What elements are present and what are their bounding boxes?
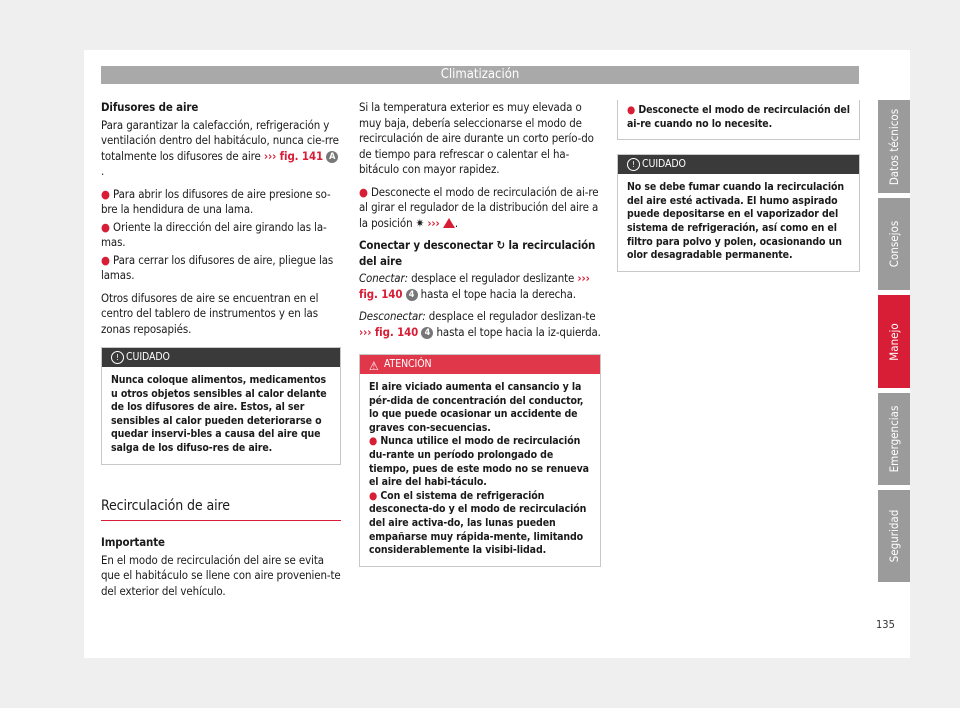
important-heading: Importante: [101, 535, 165, 550]
diffusers-text: Para garantizar la calefacción, refrigeración y ventilación dentro del habitáculo, nunca cie-rre totalmente los difusores de aire: [101, 117, 339, 163]
air-distribution-icon: ✷: [415, 215, 425, 230]
warning-bullet: Desconecte el modo de recirculación del ai-re cuando no lo necesite.: [627, 104, 850, 130]
caution-text: No se debe fumar cuando la recirculación del aire esté activada. El humo aspirado puede depositarse en el vaporizador del sistema de refrigeración, así como en el filtro para polvo y polen, ocasionando un olor desagradable permanente.: [627, 181, 845, 262]
page-header: Climatización: [101, 66, 859, 84]
info-icon: !: [627, 158, 640, 171]
important-text: En el modo de recirculación del aire se evita que el habitáculo se llene con aire provenien-te del exterior del vehículo.: [101, 552, 341, 598]
warning-triangle-icon: [443, 218, 455, 228]
section-title: Recirculación de aire: [101, 499, 341, 522]
disconnect-text: desplace el regulador deslizan-te: [428, 309, 596, 323]
fig-141-link[interactable]: ››› fig. 141: [263, 148, 324, 163]
connect-text: desplace el regulador deslizante: [411, 271, 575, 285]
caution-box-right: [617, 154, 860, 272]
page-number: 135: [876, 618, 895, 631]
fig-140-link[interactable]: ››› fig. 140: [359, 324, 419, 339]
caution-box-left: [101, 347, 341, 465]
bullet-item: Oriente la dirección del aire girando las la-mas.: [101, 219, 327, 249]
tab-datos-tecnicos[interactable]: Datos técnicos: [878, 100, 910, 193]
warning-bullet: Con el sistema de refrigeración desconecta-do y el modo de recirculación del aire activa-do, las lunas pueden empañarse muy rápida-mente, limitando considerablemente la visibi-lidad.: [369, 489, 587, 557]
bullet-item: Desconecte el modo de recirculación de ai-re al girar el regulador de la distribución del aire a la posición: [359, 184, 599, 230]
tab-manejo[interactable]: Manejo: [878, 295, 910, 388]
warning-title: ATENCIÓN: [384, 358, 432, 370]
tab-emergencias[interactable]: Emergencias: [878, 393, 910, 485]
callout-badge-4: 4: [406, 289, 418, 301]
middle-column: Si la temperatura exterior es muy elevada o muy baja, debería seleccionarse el modo de recirculación de aire durante un corto perío-do de tiempo para refrescar o calentar el ha-bitáculo con mayor rapidez. ● Desconecte el modo de recirculación de ai-re al girar el regulador de la distribución del aire a la posición ✷ ››› . Conectar y desconectar ↻ la recirculación del aire Conectar: desplace el regulador deslizante ››› fig. 140 4 hasta el tope hacia la derecha. Desconectar: desplace el regulador deslizan-te ››› fig. 140 4 hasta el tope hacia la iz-quierda. ⚠ ATENCIÓN El aire viciado aumenta el cansancio y la pér-dida de concentración del conductor, lo que puede ocasionar un accidente de graves con-secuencias. ● Nunca utilice el modo de recirculación du-rante un período prolongado de tiempo, pues de este modo no se renueva el aire del habi-táculo. ● Con el sistema de refrigeración desconecta-do y el modo de recirculación del aire activa-do, las lunas pueden empañarse muy rápida-mente, limitando considerablemente la visibi-lidad.: [359, 100, 601, 567]
bullet-icon: ●: [101, 219, 110, 234]
diffusers-heading: Difusores de aire: [101, 100, 199, 114]
warning-box: [359, 354, 601, 567]
fig-140-link[interactable]: ››› fig. 140: [359, 271, 590, 301]
warning-bullet: Nunca utilice el modo de recirculación du-rante un período prolongado de tiempo, pues de este modo no se renueva el aire del habi-táculo.: [369, 435, 589, 489]
bullet-icon: ●: [101, 252, 110, 267]
connect-label: Conectar:: [359, 271, 408, 285]
bullet-icon: ●: [369, 489, 378, 502]
disconnect-tail: hasta el tope hacia la iz-quierda.: [436, 324, 601, 339]
warning-triangle-icon: ⚠: [369, 359, 379, 373]
bullet-icon: ●: [359, 184, 368, 199]
other-diffusers-text: Otros difusores de aire se encuentran en el centro del tablero de instrumentos y en las zonas reposapiés.: [101, 290, 319, 336]
bullet-item: Para cerrar los difusores de aire, pliegue las lamas.: [101, 252, 334, 282]
bullet-icon: ●: [101, 186, 110, 201]
recirculation-text: Si la temperatura exterior es muy elevada o muy baja, debería seleccionarse el modo de recirculación de aire durante un corto perío-do de tiempo para refrescar o calentar el ha-bitáculo con mayor rapidez.: [359, 100, 594, 176]
callout-badge-4: 4: [421, 327, 433, 339]
connect-heading-a: Conectar y desconectar: [359, 238, 494, 252]
info-icon: !: [111, 351, 124, 364]
warning-continuation-box: [617, 100, 860, 140]
bullet-item: Para abrir los difusores de aire presione so-bre la hendidura de una lama.: [101, 186, 331, 216]
warning-link[interactable]: ›››: [427, 215, 440, 230]
connect-heading-b: la recirculación del aire: [359, 238, 596, 268]
connect-tail: hasta el tope hacia la derecha.: [420, 286, 576, 301]
right-column: [617, 100, 860, 272]
recirculation-icon: ↻: [496, 238, 506, 252]
caution-text: Nunca coloque alimentos, medicamentos u otros objetos sensibles al calor delante de los difusores de aire. Estos, al ser sensibles al calor pueden deteriorarse o quedar inservi-bles a causa del aire que salga de los difuso-res de aire.: [111, 374, 327, 454]
callout-badge-a: A: [326, 151, 338, 163]
bullet-icon: ●: [627, 104, 636, 116]
left-column: Difusores de aire Para garantizar la calefacción, refrigeración y ventilación dentro del habitáculo, nunca cie-rre totalmente los difusores de aire ››› fig. 141 A. ● Para abrir los difusores de aire presione so-bre la hendidura de una lama. ● Oriente la dirección del aire girando las la-mas. ● Para cerrar los difusores de aire, pliegue las lamas. Otros difusores de aire se encuentran en el centro del tablero de instrumentos y en las zonas reposapiés. ! CUIDADO Nunca coloque alimentos, medicamentos u otros objetos sensibles al calor delante de los difusores de aire. Estos, al ser sensibles al calor pueden deteriorarse o quedar inservi-bles a causa del aire que salga de los difuso-res de aire. Recirculación de aire Importante En el modo de recirculación del aire se evita que el habitáculo se llene con aire provenien-te del exterior del vehículo.: [101, 100, 341, 598]
disconnect-label: Desconectar:: [359, 309, 426, 323]
tab-consejos[interactable]: Consejos: [878, 198, 910, 290]
caution-title: CUIDADO: [642, 158, 686, 171]
caution-title: CUIDADO: [126, 351, 170, 363]
tab-seguridad[interactable]: Seguridad: [878, 490, 910, 582]
warning-intro: El aire viciado aumenta el cansancio y la pér-dida de concentración del conductor, lo que puede ocasionar un accidente de graves con-secuencias.: [369, 381, 584, 434]
bullet-icon: ●: [369, 435, 378, 448]
